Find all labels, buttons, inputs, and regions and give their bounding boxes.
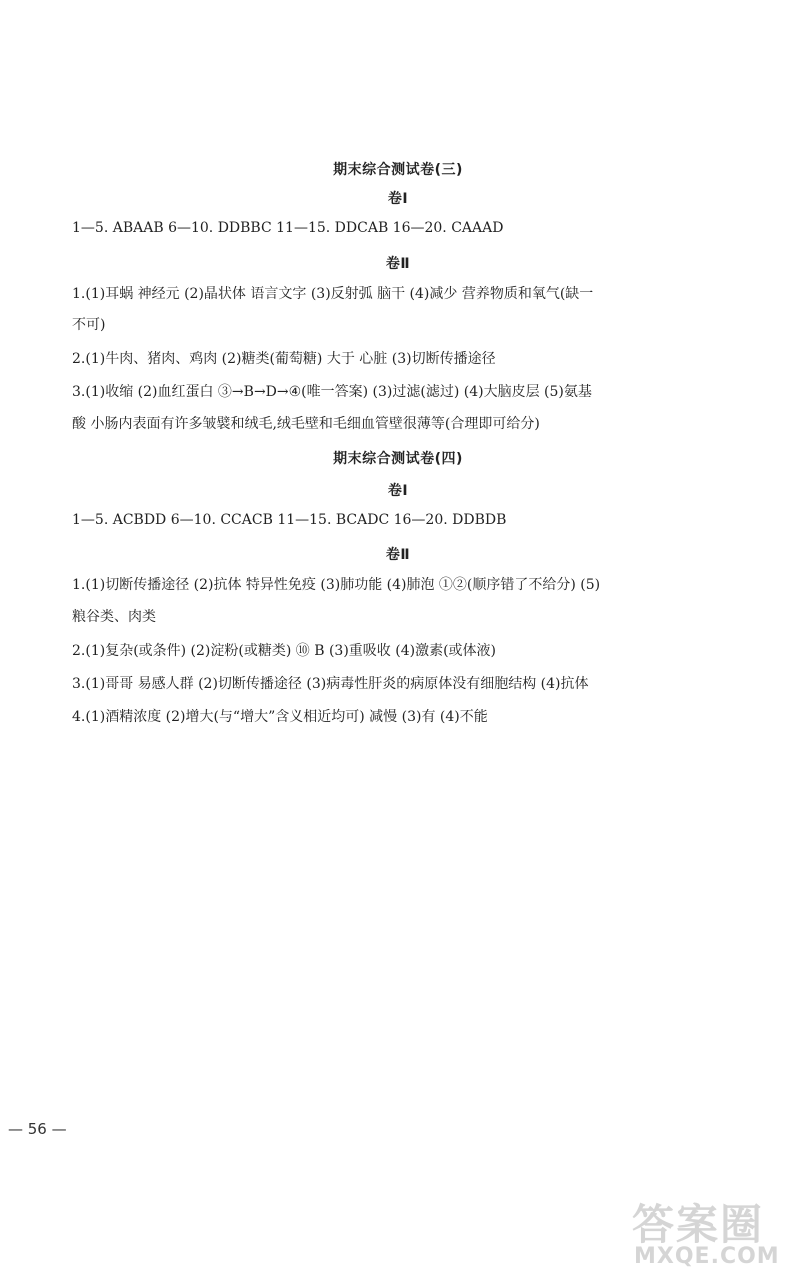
section-4-part1-title: 卷Ⅰ: [387, 483, 409, 499]
section-3-part1-answers: 1—5. ABAAB 6—10. DDBBC 11—15. DDCAB 16—20. CAAAD: [72, 220, 504, 236]
section-4-part2-line-2: 粮谷类、肉类: [72, 609, 156, 625]
section-3-part1-title: 卷Ⅰ: [387, 191, 409, 207]
watermark-text: 答案圈: [632, 1200, 765, 1249]
section-3-part2-line-5: 酸 小肠内表面有许多皱襞和绒毛,绒毛壁和毛细血管壁很薄等(合理即可给分): [72, 416, 540, 432]
section-4-part2-title: 卷Ⅱ: [385, 547, 411, 563]
section-4-part2-line-4: 3.(1)哥哥 易感人群 (2)切断传播途径 (3)病毒性肝炎的病原体没有细胞结构 (4)抗体: [72, 676, 589, 692]
section-3-part2-line-2: 不可): [72, 317, 106, 333]
section-4-part2-line-5: 4.(1)酒精浓度 (2)增大(与“增大”含义相近均可) 减慢 (3)有 (4)不能: [72, 709, 488, 725]
section-4-part2-line-3: 2.(1)复杂(或条件) (2)淀粉(或糖类) ⑩ B (3)重吸收 (4)激素(或体液): [72, 643, 496, 659]
section-4-part2-line-1: 1.(1)切断传播途径 (2)抗体 特异性免疫 (3)肺功能 (4)肺泡 ①②(顺序错了不给分) (5): [72, 577, 601, 593]
page-number: — 56 —: [8, 1120, 67, 1138]
section-4-title: 期末综合测试卷(四): [333, 451, 463, 467]
section-3-part2-line-3: 2.(1)牛肉、猪肉、鸡肉 (2)糖类(葡萄糖) 大于 心脏 (3)切断传播途径: [72, 351, 496, 367]
watermark-logo: [632, 1192, 802, 1272]
section-3-title: 期末综合测试卷(三): [333, 162, 463, 178]
section-3-part2-line-4: 3.(1)收缩 (2)血红蛋白 ③→B→D→④(唯一答案) (3)过滤(滤过) (4)大脑皮层 (5)氨基: [72, 384, 592, 400]
section-3-part2-line-1: 1.(1)耳蜗 神经元 (2)晶状体 语言文字 (3)反射弧 脑干 (4)减少 营养物质和氧气(缺一: [72, 286, 594, 302]
watermark-url: MXQE.COM: [634, 1244, 780, 1269]
section-3-part2-title: 卷Ⅱ: [385, 256, 411, 272]
section-4-part1-answers: 1—5. ACBDD 6—10. CCACB 11—15. BCADC 16—20. DDBDB: [72, 512, 507, 528]
